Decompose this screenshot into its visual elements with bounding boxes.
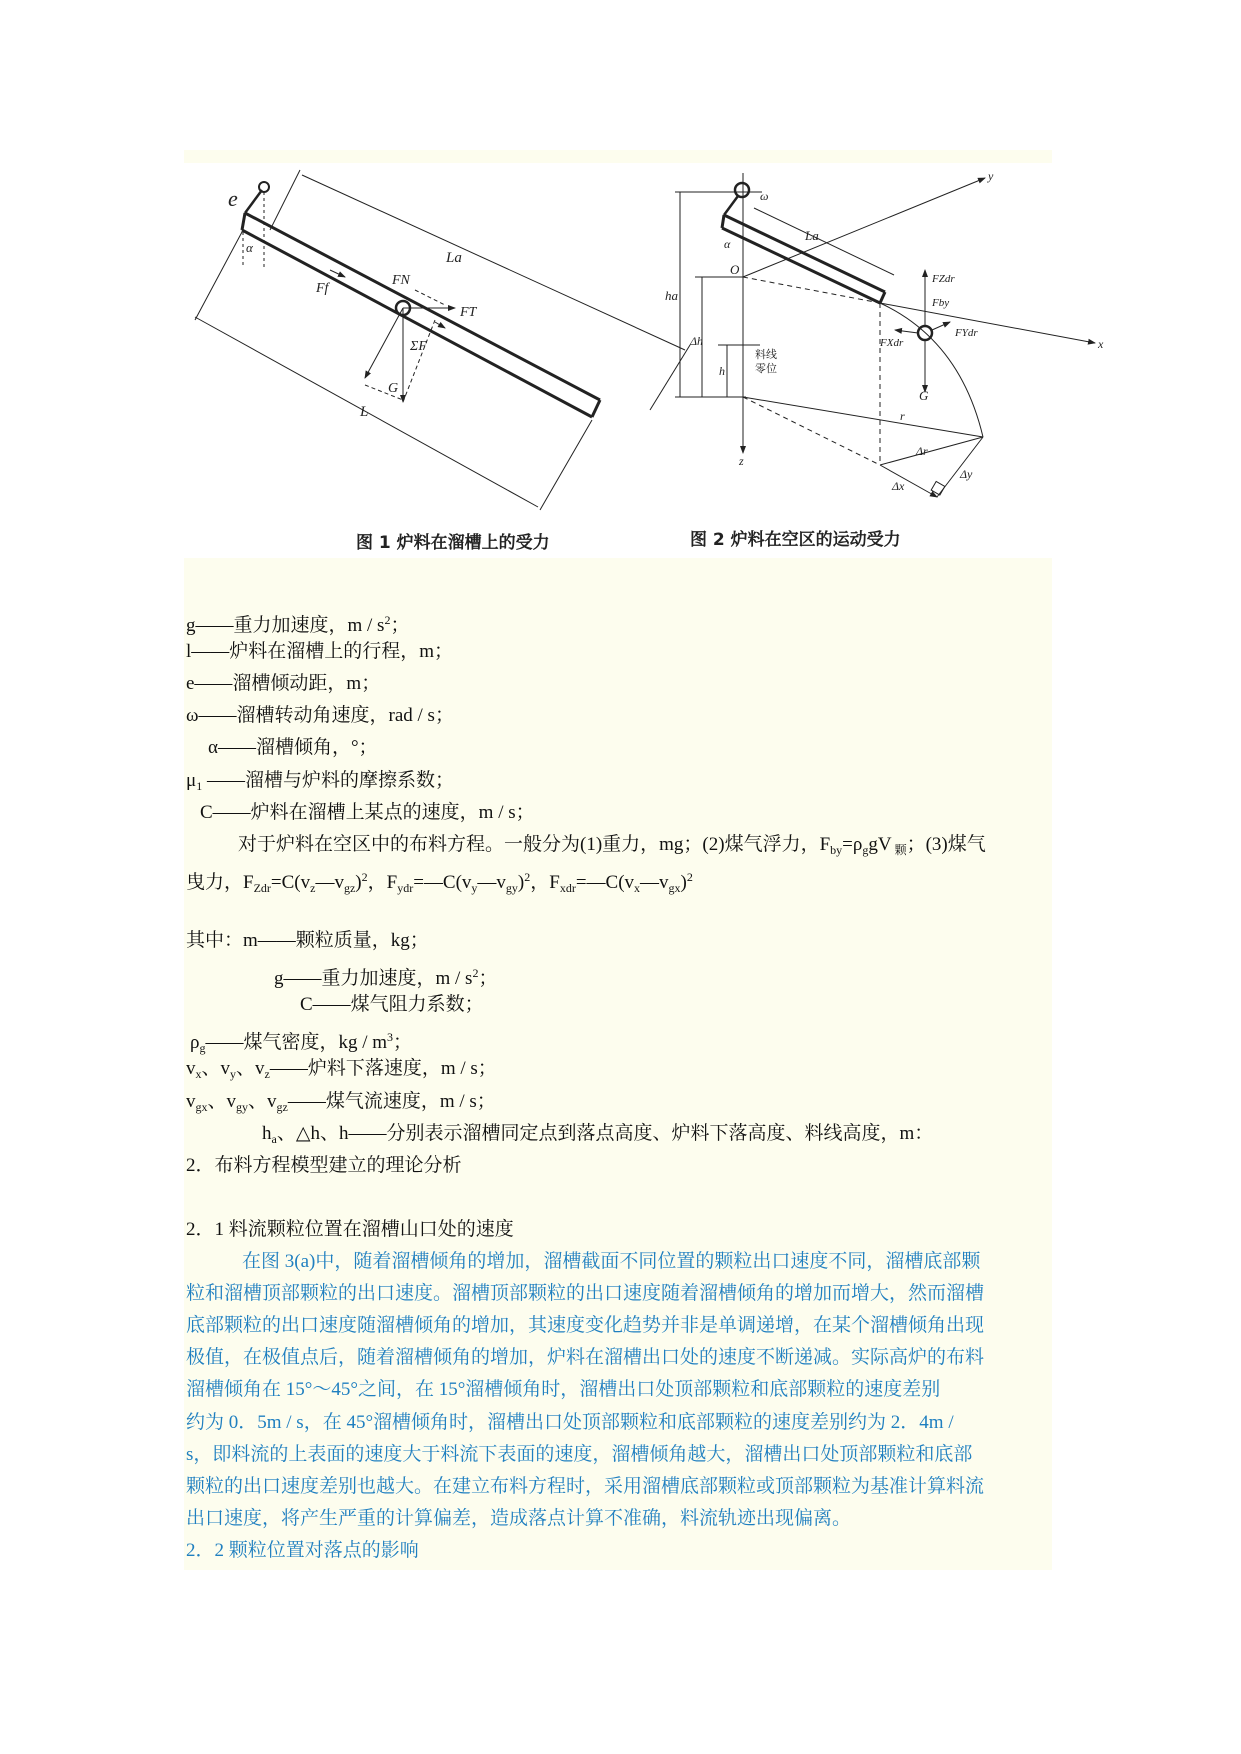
- text-run: e——溜槽倾动距，m；: [186, 673, 381, 695]
- text-run: ——煤气流速度，m / s；: [287, 1090, 496, 1112]
- text-run: 溜槽倾角在 15°～45°之间，在 15°溜槽倾角时，溜槽出口处顶部颗粒和底部颗粒的速度差别: [186, 1379, 941, 1401]
- text-line: [186, 1507, 851, 1531]
- text-run: ——煤气密度，kg / m: [205, 1032, 388, 1054]
- superscript: 3: [387, 1030, 394, 1045]
- text-run: ρ: [190, 1032, 200, 1054]
- dimension-La: [754, 208, 894, 275]
- text-run: ): [517, 871, 525, 893]
- superscript: 2: [686, 869, 693, 884]
- text-run: 对于炉料在空区中的布料方程。一般分为(1)重力，mg；(2)煤气浮力，F: [238, 833, 831, 855]
- figure-2-caption: 图 2 炉料在空区的运动受力: [690, 530, 901, 550]
- text-line: [186, 1025, 412, 1060]
- text-line: [186, 1282, 984, 1306]
- label-alpha: α: [246, 240, 253, 255]
- text-run: =—C(v: [575, 871, 635, 893]
- subscript: gy: [236, 1099, 249, 1114]
- text-run: 出口速度，将产生严重的计算偏差，造成落点计算不准确，料流轨迹出现偏离。: [186, 1507, 852, 1529]
- text-run: h: [262, 1122, 272, 1144]
- subscript: 1: [196, 778, 203, 793]
- label-stockline: 料线: [755, 348, 777, 361]
- label-FXdr: FXdr: [880, 337, 904, 349]
- label-zero: 零位: [755, 362, 777, 375]
- text-line: [186, 1443, 972, 1467]
- text-run: 颗粒的出口速度差别也越大。在建立布料方程时，采用溜槽底部颗粒或顶部颗粒为基准计算料流: [186, 1475, 985, 1497]
- subscript: z: [310, 880, 316, 895]
- label-delta-x: Δx: [892, 479, 905, 493]
- label-alpha: α: [724, 237, 731, 251]
- chute-top-edge: [245, 213, 600, 400]
- text-run: gV: [868, 833, 892, 855]
- label-L: L: [360, 404, 369, 420]
- text-run: ；: [390, 615, 410, 636]
- label-z: z: [739, 454, 744, 468]
- subscript: gx: [668, 880, 681, 895]
- superscript: 2: [472, 966, 479, 981]
- text-run: s，即料流的上表面的速度大于料流下表面的速度，溜槽倾角越大，溜槽出口处顶部颗粒和底部: [186, 1443, 973, 1465]
- subscript: g: [199, 1041, 206, 1056]
- label-h: h: [719, 364, 725, 378]
- text-run: ；: [478, 968, 498, 990]
- text-run: 曳力，F: [186, 871, 254, 893]
- label-sum-F: ΣF: [410, 339, 427, 354]
- subscript: z: [264, 1067, 270, 1082]
- label-FYdr: FYdr: [955, 327, 978, 339]
- text-line: [186, 640, 453, 664]
- text-run: ，F: [367, 871, 398, 893]
- text-line: [186, 929, 429, 953]
- label-e: e: [228, 186, 238, 211]
- label-x: x: [1098, 337, 1104, 351]
- text-line: [186, 1057, 497, 1086]
- label-O: O: [730, 262, 740, 277]
- text-line: [186, 1539, 419, 1563]
- subscript: g: [862, 842, 869, 857]
- text-run: C——炉料在溜槽上某点的速度，m / s；: [200, 801, 535, 823]
- label-G: G: [919, 388, 929, 403]
- subscript: ydr: [397, 880, 414, 895]
- text-line: [186, 865, 693, 900]
- text-line: [186, 1314, 984, 1338]
- text-line: [186, 1475, 984, 1499]
- label-delta-y: Δy: [960, 467, 973, 481]
- text-run: 在图 3(a)中，随着溜槽倾角的增加，溜槽截面不同位置的颗粒出口速度不同，溜槽底部颗: [242, 1251, 981, 1272]
- chute-bottom-edge: [242, 230, 592, 417]
- label-y: y: [988, 169, 994, 183]
- superscript: 2: [361, 869, 368, 884]
- text-run: ): [355, 871, 362, 893]
- label-omega: ω: [760, 189, 769, 203]
- subscript: x: [634, 880, 641, 895]
- dimension-La: [302, 175, 685, 350]
- text-run: ；(3)煤气: [906, 833, 986, 855]
- text-run: 、v: [236, 1058, 265, 1080]
- text-run: g——重力加速度，m / s: [186, 615, 385, 636]
- subscript: xdr: [559, 880, 576, 895]
- text-run: 2．布料方程模型建立的理论分析: [186, 1154, 462, 1176]
- subscript: Zdr: [253, 880, 271, 895]
- label-La: La: [805, 228, 819, 243]
- label-delta-h: Δh: [690, 334, 704, 348]
- text-run: ): [680, 871, 687, 893]
- label-Fby: Fby: [932, 297, 950, 309]
- pivot-icon: [735, 183, 749, 197]
- text-run: =—C(v: [413, 871, 472, 893]
- text-run: v: [186, 1090, 196, 1112]
- text-line: [186, 1346, 984, 1370]
- text-line: [186, 1154, 462, 1178]
- superscript: 2: [384, 613, 391, 627]
- text-run: =C(v: [270, 871, 311, 893]
- label-FZdr: FZdr: [932, 273, 955, 285]
- text-run: ω——溜槽转动角速度，rad / s；: [186, 705, 454, 727]
- text-run: C——煤气阻力系数；: [300, 994, 484, 1016]
- text-run: l——炉料在溜槽上的行程，m；: [186, 641, 454, 663]
- figure-1-diagram: [195, 170, 690, 510]
- text-run: 、v: [248, 1090, 277, 1112]
- text-line: [186, 961, 497, 991]
- pivot-icon: [259, 182, 269, 192]
- text-line: [186, 833, 986, 862]
- label-FT: FT: [460, 305, 477, 320]
- y-axis: [743, 178, 985, 277]
- text-run: —v: [477, 871, 506, 893]
- figure-2-diagram: [675, 173, 1095, 497]
- text-run: 2．2 颗粒位置对落点的影响: [186, 1539, 419, 1561]
- subscript: a: [271, 1131, 277, 1146]
- superscript: 2: [524, 869, 531, 884]
- text-run: ——溜槽与炉料的摩擦系数；: [202, 769, 454, 791]
- text-run: 极值，在极值点后，随着溜槽倾角的增加，炉料在溜槽出口处的速度不断递减。实际高炉的布料: [186, 1347, 985, 1369]
- text-line: [186, 1411, 954, 1435]
- subscript: y: [471, 880, 478, 895]
- text-line: [186, 1218, 514, 1242]
- text-line: [186, 1090, 496, 1119]
- label-ha: ha: [665, 288, 678, 303]
- subscript: x: [195, 1067, 202, 1082]
- text-line: [186, 801, 535, 825]
- text-run: g——重力加速度，m / s: [274, 968, 473, 990]
- text-run: 底部颗粒的出口速度随溜槽倾角的增加，其速度变化趋势并非是单调递增，在某个溜槽倾角出现: [186, 1315, 985, 1337]
- label-Ff: Ff: [316, 281, 329, 296]
- subscript: gz: [343, 880, 356, 895]
- text-run: 、v: [201, 1058, 231, 1080]
- text-run: 、v: [207, 1090, 237, 1112]
- label-FN: FN: [392, 273, 410, 288]
- text-line: [186, 993, 484, 1017]
- text-line: [186, 608, 409, 638]
- subscript: y: [230, 1067, 237, 1082]
- subscript: gx: [195, 1099, 208, 1114]
- text-line: [186, 769, 454, 798]
- text-line: [186, 704, 454, 728]
- text-run: v: [186, 1058, 196, 1080]
- text-line: [186, 672, 380, 696]
- label-La: La: [446, 250, 462, 266]
- label-G: G: [388, 381, 399, 396]
- text-line: [186, 1378, 940, 1402]
- text-run: ——炉料下落速度，m / s；: [269, 1058, 497, 1080]
- x-axis: [880, 303, 1095, 343]
- subscript: gy: [505, 880, 518, 895]
- text-line: [186, 1122, 933, 1151]
- text-run: 粒和溜槽顶部颗粒的出口速度。溜槽顶部颗粒的出口速度随着溜槽倾角的增加而增大，然而溜槽: [186, 1283, 985, 1305]
- text-run: —v: [315, 871, 344, 893]
- text-run: α——溜槽倾角，°；: [208, 737, 378, 759]
- label-r: r: [900, 409, 905, 423]
- subscript: 颗: [891, 842, 907, 857]
- text-run: 约为 0．5m / s，在 45°溜槽倾角时，溜槽出口处顶部颗粒和底部颗粒的速度差别约为 2．4m /: [186, 1411, 954, 1433]
- text-line: [186, 1250, 980, 1274]
- subscript: gz: [276, 1099, 288, 1114]
- text-run: 、△h、h——分别表示溜槽同定点到落点高度、炉料下落高度、料线高度，m：: [276, 1122, 934, 1144]
- text-run: —v: [640, 871, 669, 893]
- subscript: by: [830, 842, 843, 857]
- figure-1-caption: 图 1 炉料在溜槽上的受力: [356, 533, 550, 553]
- text-run: μ: [186, 769, 197, 791]
- text-run: ；: [393, 1032, 413, 1054]
- text-run: =ρ: [842, 833, 863, 855]
- text-run: ，F: [530, 871, 560, 893]
- figures: [0, 0, 1241, 600]
- text-line: [186, 736, 378, 760]
- text-run: 其中：m——颗粒质量，kg；: [186, 930, 429, 951]
- label-delta-r: Δr: [916, 444, 928, 458]
- text-run: 2．1 料流颗粒位置在溜槽山口处的速度: [186, 1218, 514, 1240]
